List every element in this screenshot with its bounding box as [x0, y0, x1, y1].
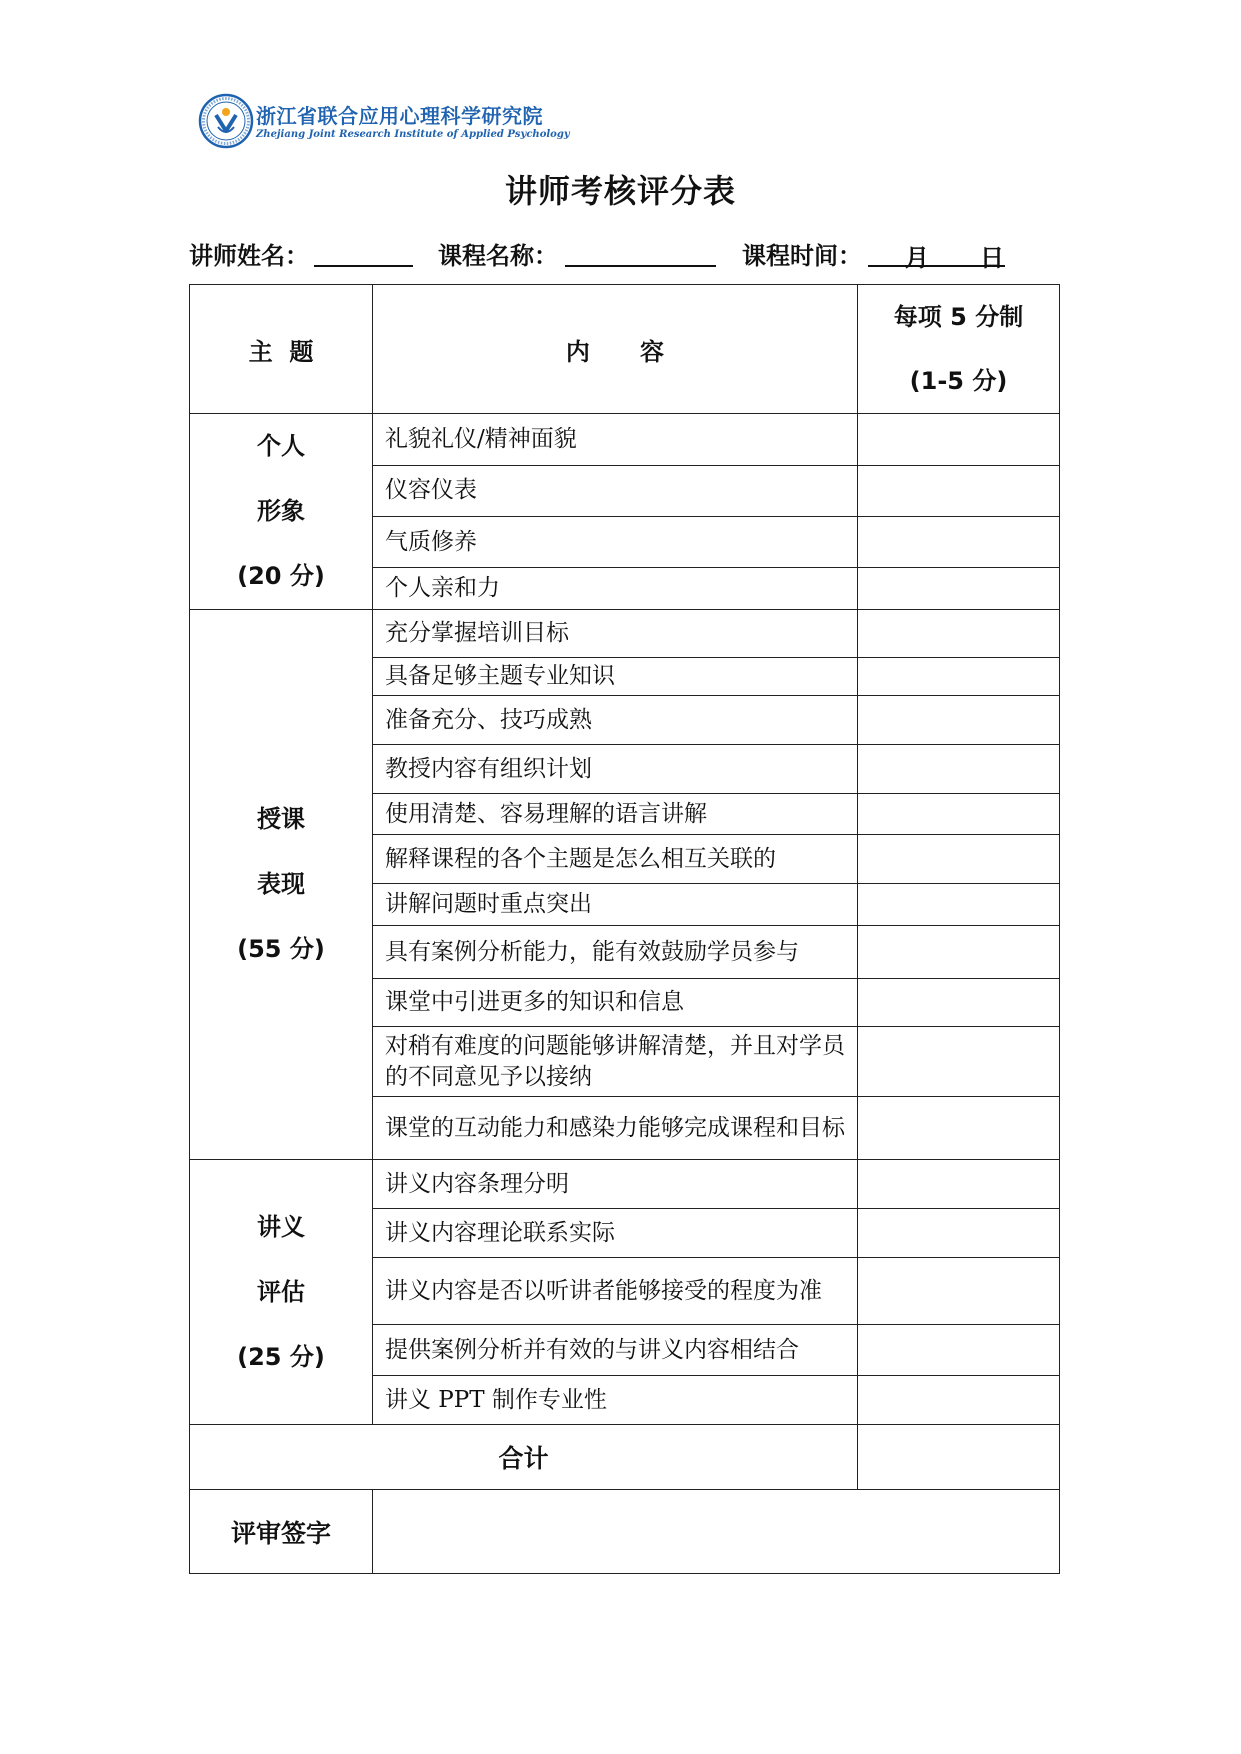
course-name-field[interactable]: [565, 265, 716, 267]
score-cell[interactable]: [858, 465, 1060, 517]
score-cell[interactable]: [858, 696, 1060, 745]
topic-line: 讲义: [257, 1212, 305, 1241]
item-label: 讲义内容条理分明: [373, 1160, 858, 1209]
score-cell[interactable]: [858, 926, 1060, 979]
item-label: 课堂的互动能力和感染力能够完成课程和目标: [373, 1097, 858, 1160]
section-topic-handout-evaluation: [190, 1160, 373, 1425]
item-label: 使用清楚、容易理解的语言讲解: [373, 794, 858, 835]
topic-line: (20 分): [237, 562, 325, 590]
score-cell[interactable]: [858, 979, 1060, 1027]
header-score-line2: (1-5 分): [909, 367, 1008, 395]
course-name-label: 课程名称：: [438, 242, 558, 270]
page-title: 讲师考核评分表: [504, 172, 736, 210]
month-label: 月: [905, 244, 929, 272]
header-score-line1: 每项 5 分制: [893, 303, 1024, 331]
total-label: 合计: [190, 1425, 858, 1490]
score-cell[interactable]: [858, 835, 1060, 884]
item-label: 教授内容有组织计划: [373, 745, 858, 794]
score-cell[interactable]: [858, 1097, 1060, 1160]
org-name-en: Zhejiang Joint Research Institute of Applied Psychology: [256, 129, 570, 140]
topic-line: (55 分): [237, 935, 325, 963]
section-topic-personal-image: [190, 414, 373, 610]
score-cell[interactable]: [858, 567, 1060, 609]
score-cell[interactable]: [858, 745, 1060, 794]
institute-logo-icon: [198, 93, 254, 149]
item-label: 对稍有难度的问题能够讲解清楚，并且对学员的不同意见予以接纳: [373, 1027, 858, 1097]
table-row: [190, 1160, 1060, 1209]
item-label: 讲义内容理论联系实际: [373, 1209, 858, 1258]
score-cell[interactable]: [858, 1376, 1060, 1425]
item-label: 具备足够主题专业知识: [373, 658, 858, 696]
item-label: 充分掌握培训目标: [373, 610, 858, 658]
item-label: 气质修养: [373, 517, 858, 568]
score-cell[interactable]: [858, 1160, 1060, 1209]
item-label: 课堂中引进更多的知识和信息: [373, 979, 858, 1027]
header-score: [858, 285, 1060, 414]
item-label: 仪容仪表: [373, 465, 858, 517]
evaluation-table: [189, 284, 1060, 1574]
item-label: 具有案例分析能力，能有效鼓励学员参与: [373, 926, 858, 979]
score-cell[interactable]: [858, 610, 1060, 658]
table-row: [190, 414, 1060, 466]
header-content: 内 容: [373, 285, 858, 414]
topic-line: 形象: [257, 497, 305, 525]
reviewer-signature-cell[interactable]: [373, 1490, 1060, 1574]
course-time-label: 课程时间：: [742, 242, 862, 270]
item-label: 提供案例分析并有效的与讲义内容相结合: [373, 1325, 858, 1376]
item-label: 解释课程的各个主题是怎么相互关联的: [373, 835, 858, 884]
item-label: 礼貌礼仪/精神面貌: [373, 414, 858, 466]
score-cell[interactable]: [858, 794, 1060, 835]
item-label: 讲解问题时重点突出: [373, 884, 858, 926]
item-label: 讲义内容是否以听讲者能够接受的程度为准: [373, 1258, 858, 1325]
item-label: 讲义 PPT 制作专业性: [373, 1376, 858, 1425]
item-label: 准备充分、技巧成熟: [373, 696, 858, 745]
score-cell[interactable]: [858, 1209, 1060, 1258]
org-name-cn: 浙江省联合应用心理科学研究院: [256, 104, 543, 128]
lecturer-name-label: 讲师姓名：: [189, 242, 309, 270]
topic-line: 授课: [257, 805, 305, 833]
signature-row: [190, 1490, 1060, 1574]
score-cell[interactable]: [858, 884, 1060, 926]
total-row: [190, 1425, 1060, 1490]
score-cell[interactable]: [858, 517, 1060, 568]
score-cell[interactable]: [858, 1325, 1060, 1376]
header-row: [190, 285, 1060, 414]
topic-line: (25 分): [237, 1342, 325, 1371]
score-cell[interactable]: [858, 1027, 1060, 1097]
header-topic: 主 题: [190, 285, 373, 414]
day-label: 日: [980, 244, 1004, 272]
score-cell[interactable]: [858, 1258, 1060, 1325]
section-topic-teaching-performance: [190, 610, 373, 1160]
topic-line: 表现: [257, 870, 305, 898]
item-label: 个人亲和力: [373, 567, 858, 609]
score-cell[interactable]: [858, 658, 1060, 696]
reviewer-signature-label: 评审签字: [190, 1490, 373, 1574]
topic-line: 评估: [257, 1277, 305, 1306]
topic-line: 个人: [257, 432, 305, 460]
total-score-cell[interactable]: [858, 1425, 1060, 1490]
score-cell[interactable]: [858, 414, 1060, 466]
lecturer-name-field[interactable]: [314, 265, 413, 267]
table-row: [190, 610, 1060, 658]
